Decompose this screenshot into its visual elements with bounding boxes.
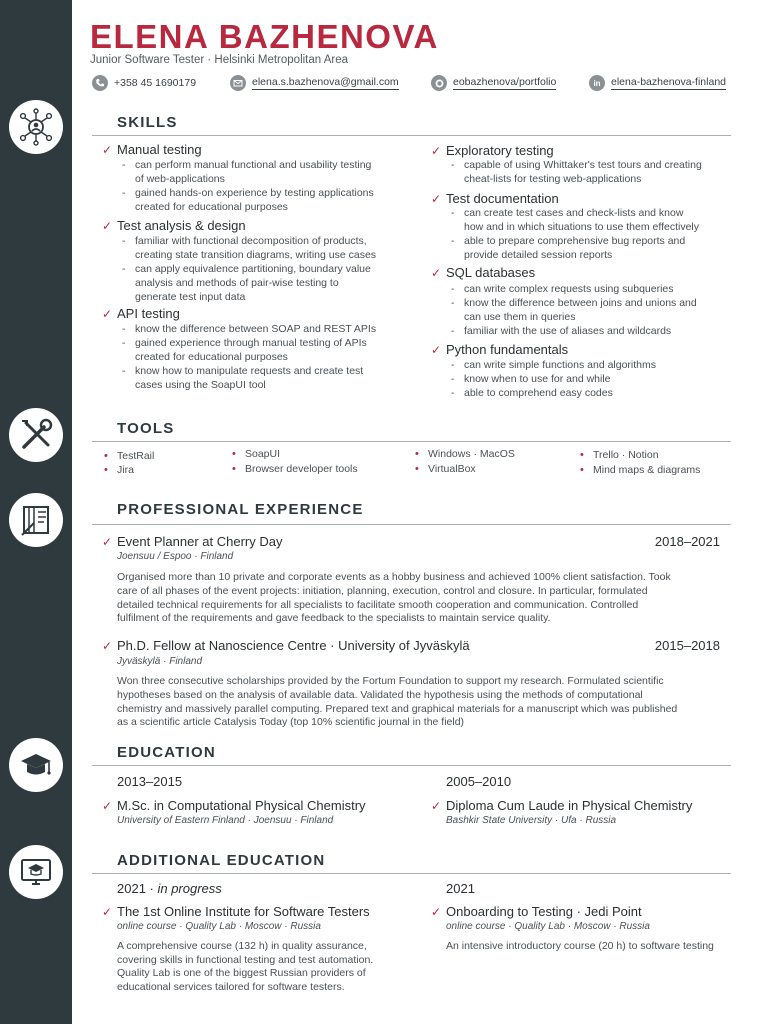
course-provider: online course · Quality Lab · Moscow · Russia	[117, 921, 321, 932]
github-icon	[431, 75, 447, 91]
email-contact[interactable]	[230, 75, 399, 91]
education-years: 2005–2010	[446, 774, 512, 789]
skill-heading: Python fundamentals	[446, 342, 569, 357]
course-year: 2021 · in progress	[117, 881, 222, 896]
job-description: Organised more than 10 private and corporate events as a hobby business and achieved 100% client satisfaction. Took care of all phases of the event projects: initiation, planning, execution, control and closure. In particular, formulated detailed technical requirements for all specialists to facilitate smooth cooperation and communication. Controlled fulfilment of the requirements and gave feedback to the specialists to maintain service quality.	[117, 571, 671, 625]
job-description: Won three consecutive scholarships provided by the Fortum Foundation to support my research. Formulated scientific hypotheses based on the analysis of available data. Validated the hypothesis using the methods of computational chemistry and massively parallel computing. Prepared text and graphical materials for a manuscript which was published as a scientific article Catalysis Today (top 10% scientific journal in the field)	[117, 675, 678, 729]
education-rule	[92, 765, 731, 766]
job-years: 2018–2021	[654, 534, 720, 549]
check-icon: ✓	[431, 144, 442, 158]
check-icon: ✓	[431, 799, 442, 813]
skill-bullet: - able to comprehend easy codes	[464, 386, 613, 400]
skill-heading: Manual testing	[117, 142, 202, 157]
course-description: A comprehensive course (132 h) in quality assurance, covering skills in functional testing and test automation. Quality Lab is one of the biggest Russian providers of educational services tailored for software testers.	[117, 940, 374, 993]
check-icon: ✓	[102, 535, 113, 549]
additional-education-title: ADDITIONAL EDUCATION	[117, 852, 326, 869]
drafting-tools-icon	[9, 493, 63, 547]
skills-rule	[92, 135, 731, 136]
check-icon: ✓	[431, 266, 442, 280]
additional-education-rule	[92, 873, 731, 874]
skill-bullet: - familiar with functional decomposition of products, creating state transition diagrams, writing use cases	[135, 234, 376, 262]
tool-item: • Windows · MacOS	[428, 448, 515, 460]
course-year: 2021	[446, 881, 475, 896]
skill-bullet: - gained experience through manual testing of APIs created for educational purposes	[135, 336, 367, 364]
skill-heading: SQL databases	[446, 265, 536, 280]
skill-bullet: - know the difference between SOAP and REST APIs	[135, 322, 376, 336]
check-icon: ✓	[102, 905, 113, 919]
sidebar	[0, 0, 72, 1024]
skill-bullet: - know the difference between joins and unions and can use them in queries	[464, 296, 697, 324]
check-icon: ✓	[102, 307, 113, 321]
tool-item: • Mind maps & diagrams	[593, 464, 700, 476]
check-icon: ✓	[102, 143, 113, 157]
check-icon: ✓	[102, 219, 113, 233]
job-years: 2015–2018	[654, 638, 720, 653]
check-icon: ✓	[431, 192, 442, 206]
check-icon: ✓	[431, 905, 442, 919]
skill-bullet: - familiar with the use of aliases and wildcards	[464, 324, 671, 338]
skill-heading: Test documentation	[446, 191, 559, 206]
github-contact[interactable]	[431, 75, 556, 91]
tool-item: • Trello · Notion	[593, 449, 659, 461]
check-icon: ✓	[102, 639, 113, 653]
skill-bullet: - can write simple functions and algorithms	[464, 358, 656, 372]
tools-title: TOOLS	[117, 420, 175, 437]
tools-rule	[92, 441, 731, 442]
phone-number: +358 45 1690179	[114, 76, 197, 89]
education-place: Bashkir State University · Ufa · Russia	[446, 815, 617, 826]
education-title: EDUCATION	[117, 744, 216, 761]
tool-item: • VirtualBox	[428, 463, 476, 475]
network-person-icon	[9, 100, 63, 154]
education-place: University of Eastern Finland · Joensuu · Finland	[117, 815, 334, 826]
course-description: An intensive introductory course (20 h) to software testing	[446, 940, 714, 952]
education-degree: Diploma Cum Laude in Physical Chemistry	[446, 798, 693, 813]
linkedin-contact[interactable]	[589, 75, 726, 91]
skill-bullet: - know when to use for and while	[464, 372, 611, 386]
skill-heading: Test analysis & design	[117, 218, 246, 233]
tool-item: • Browser developer tools	[245, 463, 358, 475]
skill-bullet: - can perform manual functional and usability testing of web-applications	[135, 158, 371, 186]
graduation-cap-icon	[9, 738, 63, 792]
education-degree: M.Sc. in Computational Physical Chemistry	[117, 798, 366, 813]
experience-title: PROFESSIONAL EXPERIENCE	[117, 501, 364, 518]
candidate-name: ELENA BAZHENOVA	[90, 18, 439, 55]
skill-bullet: - can write complex requests using subqueries	[464, 282, 674, 296]
check-icon: ✓	[102, 799, 113, 813]
phone-icon	[92, 75, 108, 91]
check-icon: ✓	[431, 343, 442, 357]
candidate-subtitle: Junior Software Tester · Helsinki Metropolitan Area	[90, 54, 349, 66]
job-heading: Event Planner at Cherry Day	[117, 534, 283, 549]
skill-heading: API testing	[117, 306, 180, 321]
email-link[interactable]: elena.s.bazhenova@gmail.com	[252, 76, 399, 88]
education-years: 2013–2015	[117, 774, 183, 789]
skill-bullet: - can apply equivalence partitioning, boundary value analysis and methods of pair-wise testing to generate test input data	[135, 262, 371, 304]
experience-rule	[92, 524, 731, 525]
skill-bullet: - can create test cases and check-lists and know how and in which situations to use them effectively	[464, 206, 699, 234]
tool-item: • SoapUI	[245, 448, 280, 460]
skill-bullet: - able to prepare comprehensive bug reports and provide detailed session reports	[464, 234, 685, 262]
online-course-icon	[9, 845, 63, 899]
job-location: Jyväskylä · Finland	[117, 656, 203, 667]
tool-item: • Jira	[117, 464, 134, 476]
skill-bullet: - gained hands-on experience by testing applications created for educational purposes	[135, 186, 374, 214]
linkedin-link[interactable]: elena-bazhenova-finland	[611, 76, 727, 88]
github-link[interactable]: eobazhenova/portfolio	[453, 76, 557, 88]
skill-heading: Exploratory testing	[446, 143, 554, 158]
email-icon	[230, 75, 246, 91]
linkedin-icon: in	[589, 75, 605, 91]
job-heading: Ph.D. Fellow at Nanoscience Centre · University of Jyväskylä	[117, 638, 470, 653]
job-location: Joensuu / Espoo · Finland	[117, 551, 234, 562]
wrench-screwdriver-icon	[9, 408, 63, 462]
course-name: The 1st Online Institute for Software Testers	[117, 904, 370, 919]
course-provider: online course · Quality Lab · Moscow · Russia	[446, 921, 650, 932]
skills-title: SKILLS	[117, 114, 178, 131]
phone-contact	[92, 75, 196, 91]
skill-bullet: - know how to manipulate requests and create test cases using the SoapUI tool	[135, 364, 363, 392]
tool-item: • TestRail	[117, 450, 154, 462]
skill-bullet: - capable of using Whittaker's test tours and creating cheat-lists for testing web-applications	[464, 158, 702, 186]
course-name: Onboarding to Testing · Jedi Point	[446, 904, 642, 919]
